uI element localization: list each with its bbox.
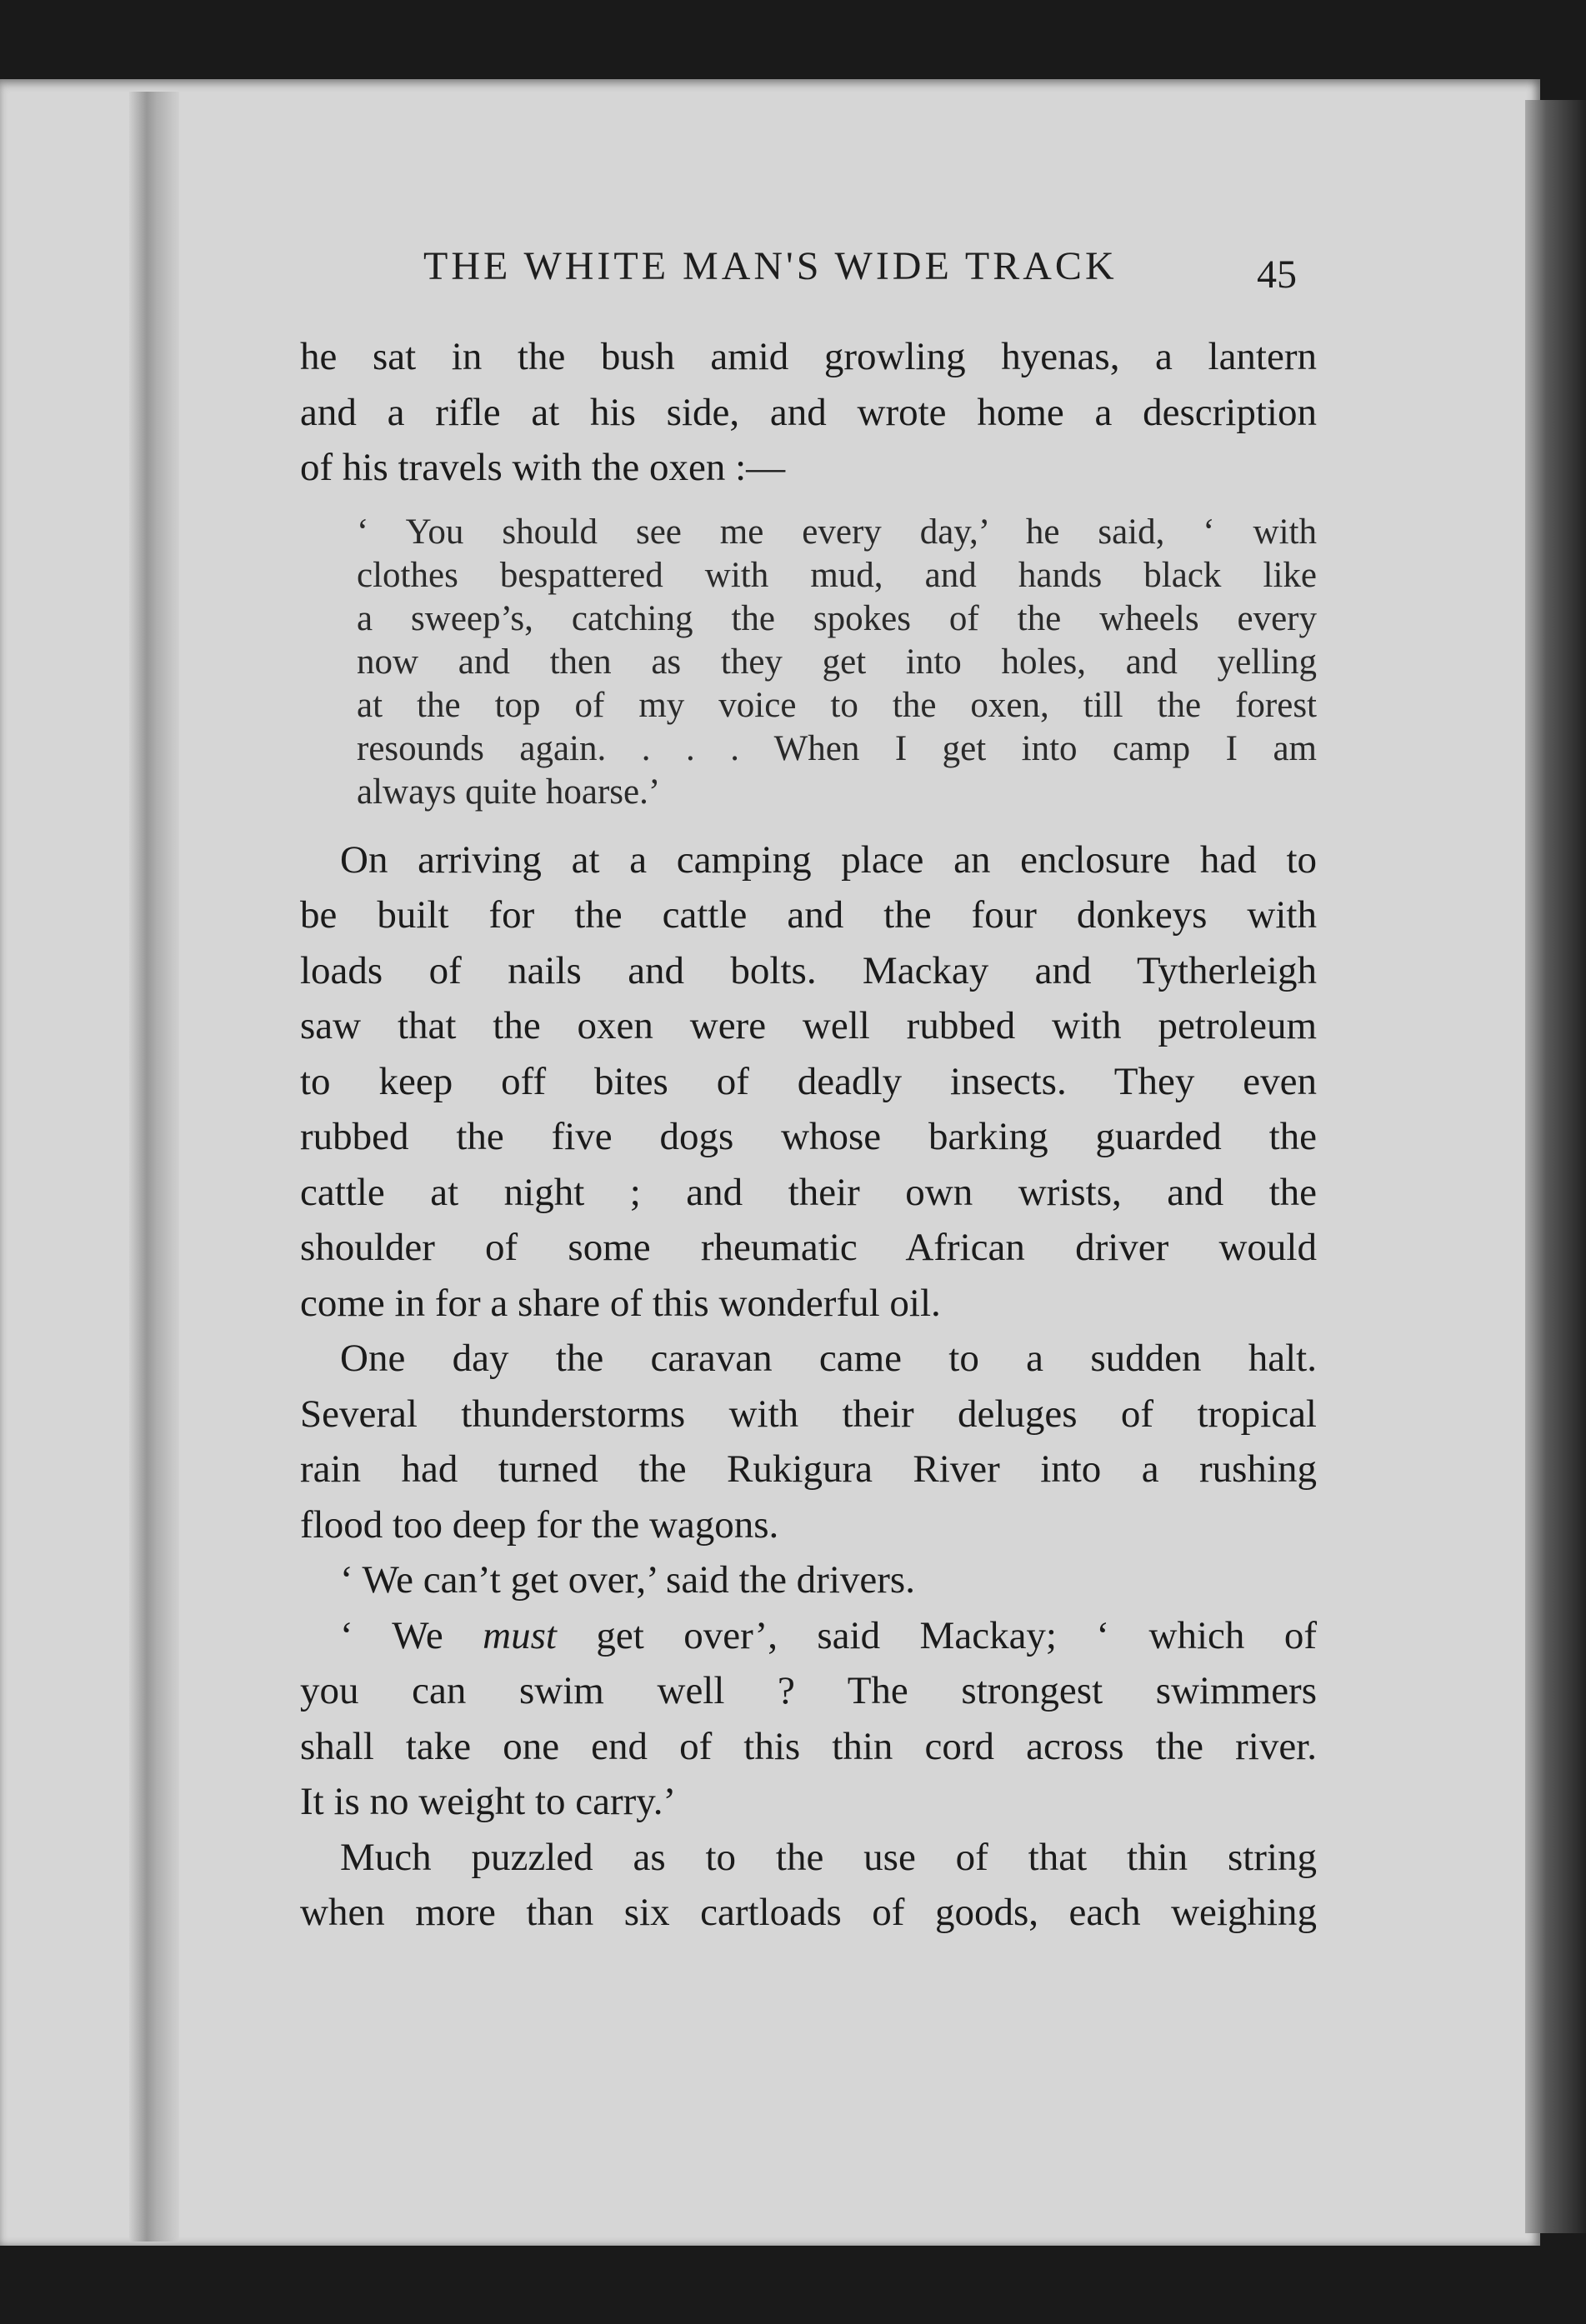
text-line: Much puzzled as to the use of that thin string <box>340 1835 1317 1879</box>
text-line: and a rifle at his side, and wrote home a description <box>300 390 1317 434</box>
text-line: rubbed the five dogs whose barking guarded the <box>300 1115 1317 1158</box>
italic-word: must <box>483 1613 557 1657</box>
text-line: cattle at night ; and their own wrists, and the <box>300 1170 1317 1214</box>
quote-line: at the top of my voice to the oxen, till the forest <box>357 685 1317 725</box>
book-gutter <box>129 92 179 2242</box>
text-line: saw that the oxen were well rubbed with petroleum <box>300 1004 1317 1047</box>
paragraph-4 <box>300 1552 1317 1608</box>
text-line: to keep off bites of deadly insects. They even <box>300 1059 1317 1103</box>
text-line <box>300 1608 1317 1664</box>
text-line: It is no weight to carry.’ <box>300 1780 677 1823</box>
paragraph-3 <box>300 1331 1317 1552</box>
text-line: rain had turned the Rukigura River into a rushing <box>300 1447 1317 1491</box>
quote-line: resounds again. . . . When I get into camp I am <box>357 728 1317 768</box>
page-edge-shadow <box>1525 100 1586 2233</box>
text-line: flood too deep for the wagons. <box>300 1502 779 1547</box>
quote-line: clothes bespattered with mud, and hands black like <box>357 555 1317 595</box>
text-segment: ‘ We <box>340 1613 483 1657</box>
text-line: when more than six cartloads of goods, each weighing <box>300 1891 1317 1934</box>
text-line: loads of nails and bolts. Mackay and Tytherleigh <box>300 948 1317 992</box>
text-line: shall take one end of this thin cord across the river. <box>300 1724 1317 1768</box>
page-text <box>300 329 1317 1941</box>
paragraph-1 <box>300 329 1317 496</box>
quote-line: always quite hoarse.’ <box>357 772 661 812</box>
block-quote <box>357 511 1317 814</box>
text-line: of his travels with the oxen :— <box>300 446 786 489</box>
text-line: One day the caravan came to a sudden halt. <box>340 1337 1317 1380</box>
text-line: you can swim well ? The strongest swimmers <box>300 1669 1317 1712</box>
quote-line: now and then as they get into holes, and yelling <box>357 642 1317 682</box>
text-line: be built for the cattle and the four donkeys with <box>300 893 1317 937</box>
running-title: THE WHITE MAN'S WIDE TRACK <box>423 244 1118 288</box>
page-number: 45 <box>1257 252 1297 297</box>
text-line: ‘ We can’t get over,’ said the drivers. <box>340 1558 915 1602</box>
paragraph-2 <box>300 832 1317 1332</box>
text-line: On arriving at a camping place an enclosure had to <box>340 837 1317 882</box>
text-line: Several thunderstorms with their deluges of tropical <box>300 1392 1317 1436</box>
paragraph-5 <box>300 1608 1317 1830</box>
quote-line: a sweep’s, catching the spokes of the wheels every <box>357 598 1317 638</box>
text-line: shoulder of some rheumatic African driver would <box>300 1226 1317 1269</box>
paragraph-6 <box>300 1830 1317 1941</box>
quote-line: ‘ You should see me every day,’ he said, ‘ with <box>357 512 1317 552</box>
text-line: he sat in the bush amid growling hyenas, a lantern <box>300 335 1317 378</box>
text-line: come in for a share of this wonderful oil. <box>300 1281 941 1325</box>
text-segment: get over’, said Mackay; ‘ which of <box>556 1613 1317 1657</box>
